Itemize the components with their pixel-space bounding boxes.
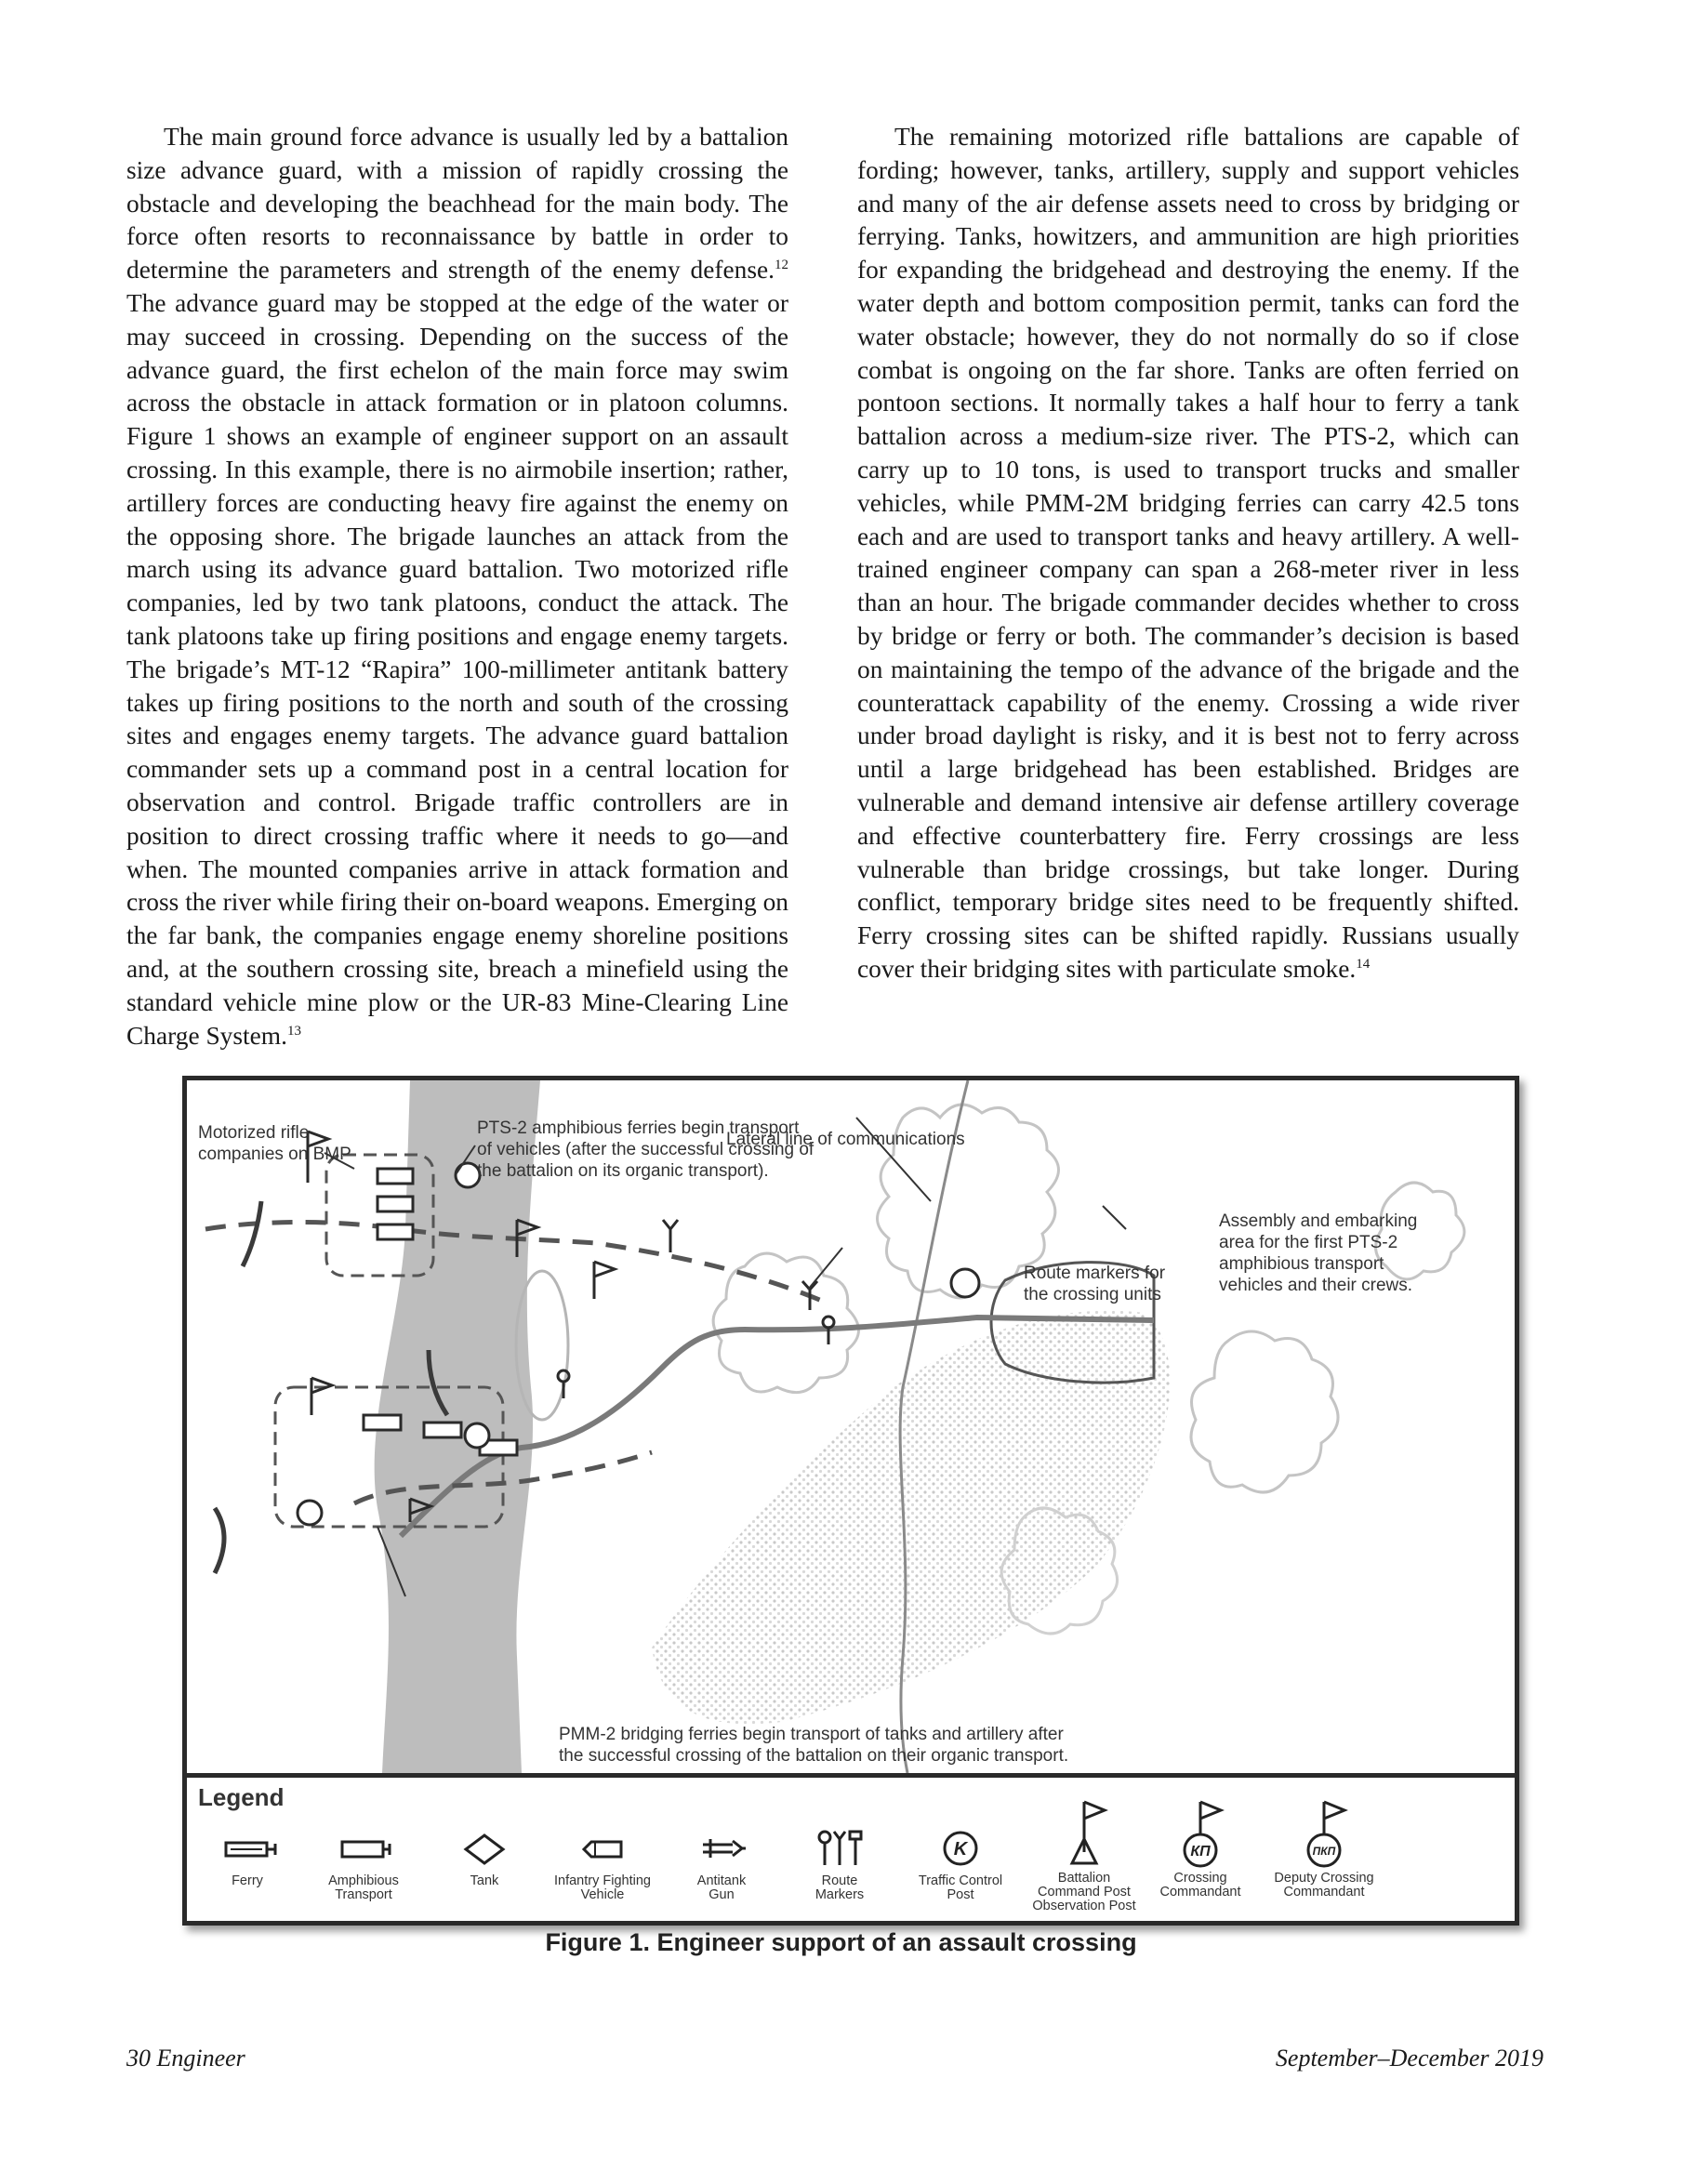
legend-traffic-control-label: Traffic Control Post [918, 1873, 1003, 1902]
legend-amphibious-label: Amphibious Transport [328, 1873, 399, 1902]
minefield-area [652, 1311, 1170, 1725]
footer-page-number: 30 Engineer [126, 2045, 245, 2071]
legend-traffic-control [891, 1826, 1030, 1919]
legend-amphibious [294, 1826, 433, 1919]
traffic-control-post-icon [923, 1826, 998, 1868]
right-column [857, 121, 1519, 986]
map-drawing [187, 1080, 1515, 1773]
label-pmm2: PMM-2 bridging ferries begin transport of tanks and artillery after the successful crossing of the battalion on their organic transport. [559, 1725, 1069, 1766]
left-paragraph-cont: The advance guard may be stopped at the edge of the water or may succeed in crossing. Depending on the success of the advance guard, the first echelon of the main force may swim across the obstacle in attack formation or in platoon columns. Figure 1 shows an example of engineer support on an assault crossing. In this example, there is no airmobile insertion; rather, artillery forces are conducting heavy fire against the enemy on the opposing shore. The brigade launches an attack from the march using its advance guard battalion. Two motorized rifle companies, led by two tank platoons, conduct the attack. The tank platoons take up firing positions and engage enemy targets. The brigade’s MT-12 “Rapira” 100-millimeter antitank battery takes up firing positions to the north and south of the crossing sites and engages enemy targets. The advance guard battalion commander sets up a command post in a central location for observation and control. Brigade traffic controllers are in position to direct crossing traffic where it needs to go—and when. The mounted companies arrive in attack formation and cross the river while firing their on-board weapons. Emerging on the far bank, the companies engage enemy shoreline positions and, at the southern crossing site, breach a minefield using the standard vehicle mine plow or the UR-83 Mine-Clearing Line Charge System. [126, 288, 788, 1050]
deputy-commandant-symbol-text: ПКП [1312, 1845, 1336, 1858]
endnote-ref-13: 13 [286, 1023, 301, 1039]
endnote-ref-12: 12 [775, 258, 788, 273]
crossing-commandant-icon [1163, 1798, 1238, 1868]
label-lateral-line: Lateral line of communications [726, 1130, 965, 1149]
legend-route-markers [770, 1826, 909, 1919]
legend-tank-label: Tank [470, 1873, 499, 1888]
traffic-control-symbol-text: K [953, 1839, 968, 1860]
figure-frame [182, 1076, 1519, 1926]
ferry-icon [210, 1826, 285, 1868]
legend-crossing-commandant-label: Crossing Commandant [1159, 1871, 1241, 1899]
legend [187, 1773, 1515, 1926]
legend-crossing-commandant [1131, 1826, 1270, 1919]
right-paragraph [857, 121, 1519, 986]
legend-ferry-label: Ferry [232, 1873, 263, 1888]
left-column [126, 121, 788, 1052]
legend-ifv-label: Infantry Fighting Vehicle [554, 1873, 651, 1902]
antitank-gun-icon [684, 1826, 759, 1868]
tank-icon [447, 1826, 522, 1868]
left-paragraph-text: The main ground force advance is usually led by a battalion size advance guard, with a mission of rapidly crossing the obstacle and developing the beachhead for the main body. The force often resorts to reconnaissance by battle in order to determine the parameters and strength of the enemy defense. [126, 123, 788, 285]
deputy-crossing-commandant-icon [1287, 1798, 1361, 1868]
legend-route-markers-label: Route Markers [815, 1873, 865, 1902]
label-motorized-rifle: Motorized rifle companies on BMP [198, 1123, 351, 1164]
left-paragraph [126, 121, 788, 1052]
crossing-commandant-symbol-text: КП [1190, 1844, 1211, 1860]
legend-antitank-label: Antitank Gun [696, 1873, 747, 1902]
legend-battalion-cp-label: Battalion Command Post Observation Post [1032, 1871, 1136, 1913]
label-pts2: PTS-2 amphibious ferries begin transport of vehicles (after the successful crossing of the battalion on its organic transport). [477, 1118, 815, 1181]
endnote-ref-14: 14 [1356, 956, 1371, 972]
right-paragraph-text: The remaining motorized rifle battalions are capable of fording; however, tanks, artillery, supply and support vehicles and many of the air defense assets need to cross by bridging or ferrying. Tanks, howitzers, and ammunition are high priorities for expanding the bridgehead and destroying the enemy. If the water depth and bottom composition permit, tanks can ford the water obstacle; however, they do not normally do so if close combat is ongoing on the far shore. Tanks are often ferried on pontoon sections. It normally takes a half hour to ferry a tank battalion across a medium-size river. The PTS-2, which can carry up to 10 tons, is used to transport trucks and smaller vehicles, while PMM-2M bridging ferries can carry 42.5 tons each and are used to transport tanks and heavy artillery. A well-trained engineer company can span a 268-meter river in less than an hour. The brigade commander decides whether to cross by bridge or ferry or both. The commander’s decision is based on maintaining the tempo of the advance of the brigade and the counterattack capability of the enemy. Crossing a wide river under broad daylight is risky, and it is best not to ferry across until a large bridgehead has been established. Bridges are vulnerable and demand intensive air defense artillery coverage and effective counterbattery fire. Ferry crossings are less vulnerable than bridge crossings, but take longer. During conflict, temporary bridge sites need to be frequently shifted. Ferry crossing sites can be shifted rapidly. Russians usually cover their bridging sites with particulate smoke. [857, 123, 1519, 983]
legend-title: Legend [198, 1783, 285, 1811]
amphibious-transport-icon [326, 1826, 401, 1868]
map-route-markers [558, 1220, 834, 1398]
crossing-map [187, 1080, 1515, 1773]
legend-deputy-commandant [1254, 1826, 1394, 1919]
battalion-command-post-icon [1047, 1798, 1121, 1868]
footer-issue-date: September–December 2019 [1275, 2045, 1543, 2071]
infantry-fighting-vehicle-icon [565, 1826, 640, 1868]
label-route-markers: Route markers for the crossing units [1024, 1264, 1166, 1304]
legend-deputy-commandant-label: Deputy Crossing Commandant [1274, 1871, 1374, 1899]
label-assembly-area: Assembly and embarking area for the first PTS-2 amphibious transport vehicles and their crews. [1219, 1211, 1418, 1295]
route-markers-icon [802, 1826, 877, 1868]
figure-caption: Figure 1. Engineer support of an assault crossing [545, 1928, 1137, 1956]
